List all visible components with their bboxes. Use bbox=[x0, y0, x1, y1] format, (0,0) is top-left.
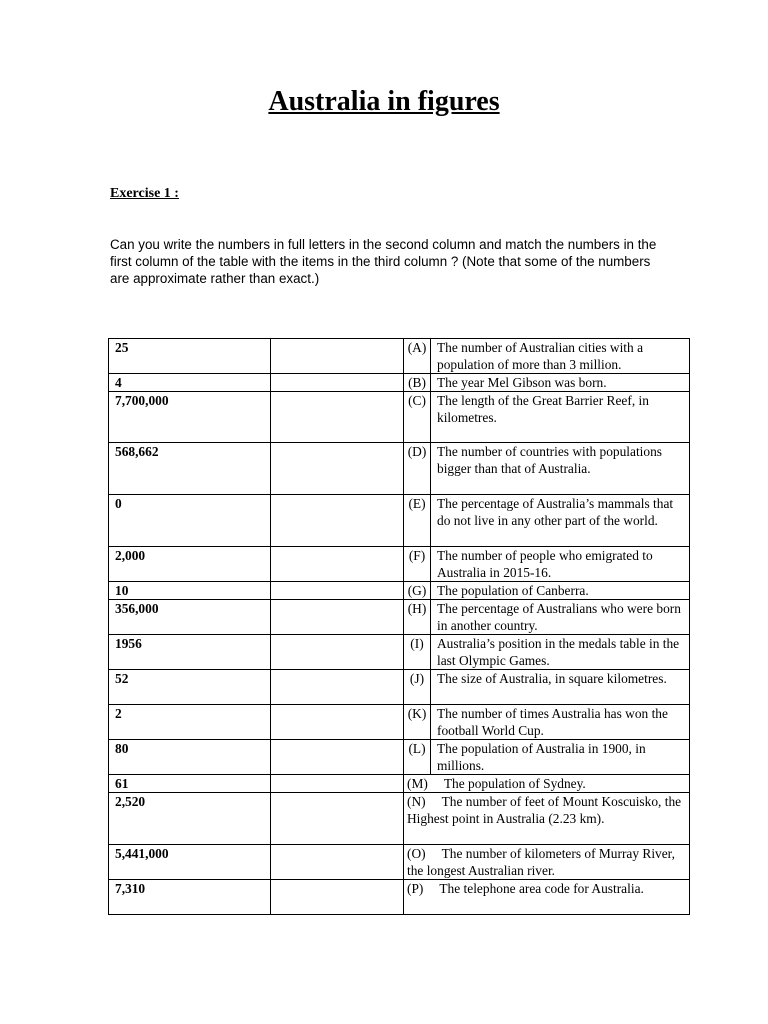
table-row bbox=[109, 705, 690, 740]
letter-cell: (K) bbox=[404, 705, 431, 740]
answer-cell bbox=[271, 547, 404, 582]
letter-cell: (F) bbox=[404, 547, 431, 582]
item-cell: The percentage of Australians who were born in another country. bbox=[431, 600, 690, 635]
letter-cell: (J) bbox=[404, 670, 431, 705]
item-cell: The population of Australia in 1900, in millions. bbox=[431, 740, 690, 775]
number-cell: 7,310 bbox=[109, 880, 271, 915]
letter-cell: (A) bbox=[404, 339, 431, 374]
number-cell: 7,700,000 bbox=[109, 392, 271, 443]
table-row bbox=[109, 670, 690, 705]
number-cell: 80 bbox=[109, 740, 271, 775]
answer-cell bbox=[271, 705, 404, 740]
answer-cell bbox=[271, 880, 404, 915]
letter-cell: (G) bbox=[404, 582, 431, 600]
number-cell: 10 bbox=[109, 582, 271, 600]
table-row bbox=[109, 740, 690, 775]
table-row bbox=[109, 392, 690, 443]
item-cell: The number of Australian cities with a population of more than 3 million. bbox=[431, 339, 690, 374]
answer-cell bbox=[271, 600, 404, 635]
item-cell: The number of people who emigrated to Australia in 2015-16. bbox=[431, 547, 690, 582]
table-row bbox=[109, 339, 690, 374]
letter-cell: (D) bbox=[404, 443, 431, 495]
table-row bbox=[109, 495, 690, 547]
letter-cell: (C) bbox=[404, 392, 431, 443]
item-cell: The number of countries with populations bigger than that of Australia. bbox=[431, 443, 690, 495]
number-cell: 25 bbox=[109, 339, 271, 374]
item-cell bbox=[404, 775, 690, 793]
answer-cell bbox=[271, 443, 404, 495]
number-cell: 1956 bbox=[109, 635, 271, 670]
number-cell: 4 bbox=[109, 374, 271, 392]
answer-cell bbox=[271, 670, 404, 705]
item-cell: Australia’s position in the medals table in the last Olympic Games. bbox=[431, 635, 690, 670]
number-cell: 0 bbox=[109, 495, 271, 547]
item-text: The number of kilometers of Murray River, the longest Australian river. bbox=[407, 846, 675, 878]
item-cell: The percentage of Australia’s mammals that do not live in any other part of the world. bbox=[431, 495, 690, 547]
number-cell: 356,000 bbox=[109, 600, 271, 635]
table-row bbox=[109, 374, 690, 392]
letter-label: (O) bbox=[407, 846, 426, 861]
item-cell: The population of Canberra. bbox=[431, 582, 690, 600]
letter-cell: (B) bbox=[404, 374, 431, 392]
answer-cell bbox=[271, 775, 404, 793]
answer-cell bbox=[271, 374, 404, 392]
letter-cell: (I) bbox=[404, 635, 431, 670]
number-cell: 2,520 bbox=[109, 793, 271, 845]
table-row bbox=[109, 845, 690, 880]
item-cell bbox=[404, 880, 690, 915]
table-row bbox=[109, 443, 690, 495]
matching-table bbox=[108, 338, 690, 915]
letter-label: (N) bbox=[407, 794, 426, 809]
table-row bbox=[109, 880, 690, 915]
letter-cell: (L) bbox=[404, 740, 431, 775]
item-cell: The number of times Australia has won the football World Cup. bbox=[431, 705, 690, 740]
item-cell: The length of the Great Barrier Reef, in kilometres. bbox=[431, 392, 690, 443]
item-cell: The year Mel Gibson was born. bbox=[431, 374, 690, 392]
answer-cell bbox=[271, 793, 404, 845]
item-text: The telephone area code for Australia. bbox=[439, 881, 644, 896]
number-cell: 52 bbox=[109, 670, 271, 705]
item-cell bbox=[404, 793, 690, 845]
table-row bbox=[109, 775, 690, 793]
table-row bbox=[109, 600, 690, 635]
number-cell: 568,662 bbox=[109, 443, 271, 495]
answer-cell bbox=[271, 339, 404, 374]
answer-cell bbox=[271, 740, 404, 775]
answer-cell bbox=[271, 392, 404, 443]
number-cell: 2,000 bbox=[109, 547, 271, 582]
exercise-heading: Exercise 1 : bbox=[110, 186, 179, 201]
number-cell: 2 bbox=[109, 705, 271, 740]
item-text: The population of Sydney. bbox=[443, 776, 586, 791]
answer-cell bbox=[271, 845, 404, 880]
page-title: Australia in figures bbox=[268, 86, 500, 117]
exercise-instructions: Can you write the numbers in full letters in the second column and match the numbers in the first column of the table with the items in the third column ? (Note that some of the numbers are approximate rather than exact.) bbox=[110, 237, 657, 286]
table-row bbox=[109, 547, 690, 582]
letter-cell: (E) bbox=[404, 495, 431, 547]
number-cell: 5,441,000 bbox=[109, 845, 271, 880]
letter-cell: (H) bbox=[404, 600, 431, 635]
letter-label: (M) bbox=[407, 776, 428, 791]
letter-label: (P) bbox=[407, 881, 424, 896]
table-row bbox=[109, 582, 690, 600]
number-cell: 61 bbox=[109, 775, 271, 793]
table-row bbox=[109, 793, 690, 845]
answer-cell bbox=[271, 495, 404, 547]
item-cell bbox=[404, 845, 690, 880]
table-row bbox=[109, 635, 690, 670]
item-cell: The size of Australia, in square kilometres. bbox=[431, 670, 690, 705]
answer-cell bbox=[271, 635, 404, 670]
answer-cell bbox=[271, 582, 404, 600]
item-text: The number of feet of Mount Koscuisko, the Highest point in Australia (2.23 km). bbox=[407, 794, 682, 826]
